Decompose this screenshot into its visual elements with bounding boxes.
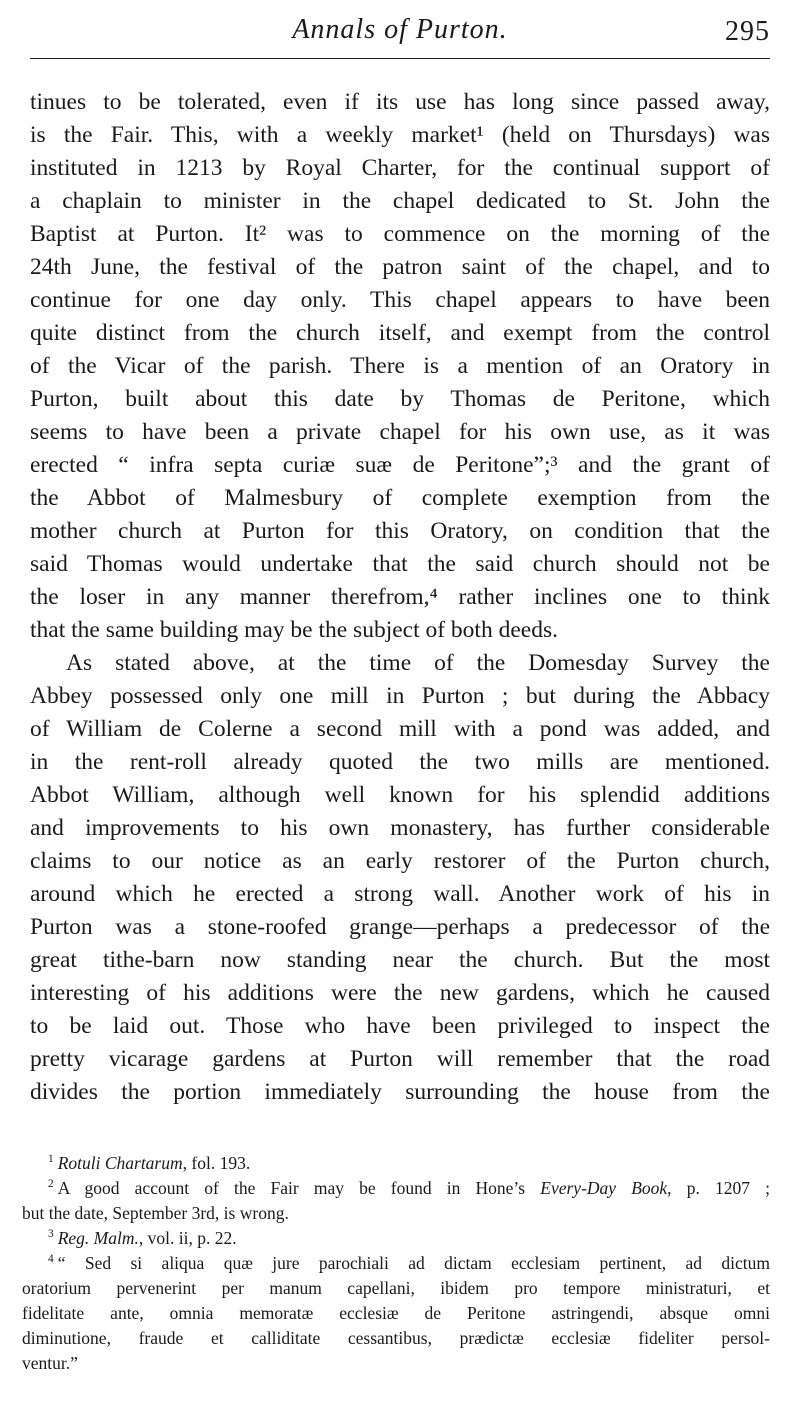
footnote-2-title: Every-Day Book <box>540 1178 668 1198</box>
body-line: quite distinct from the church itself, and exempt from the control <box>30 320 770 346</box>
body-line: great tithe-barn now standing near the church. But the most <box>30 947 770 973</box>
body-line: pretty vicarage gardens at Purton will remember that the road <box>30 1046 770 1072</box>
footnote-2-mark: 2 <box>48 1178 54 1191</box>
running-title: Annals of Purton. <box>292 14 508 45</box>
footnote-4-continuation: fidelitate ante, omnia memoratæ ecclesiæ de Peritone astringendi, absque omni <box>22 1303 770 1323</box>
page-header <box>0 14 800 54</box>
page-number: 295 <box>725 16 770 47</box>
footnote-2 <box>22 1176 770 1201</box>
footnotes <box>22 1151 770 1376</box>
body-line: claims to our notice as an early restorer of the Purton church, <box>30 848 770 874</box>
header-rule <box>30 58 770 59</box>
body-line: instituted in 1213 by Royal Charter, for the continual support of <box>30 155 770 181</box>
body-line: the Abbot of Malmesbury of complete exemption from the <box>30 485 770 511</box>
body-line: divides the portion immediately surrounding the house from the <box>30 1079 770 1105</box>
footnote-4-continuation: oratorium pervenerint per manum capellani, ibidem pro tempore ministraturi, et <box>22 1278 770 1298</box>
footnote-1-text: , fol. 193. <box>182 1153 251 1173</box>
body-line: of the Vicar of the parish. There is a mention of an Oratory in <box>30 353 770 379</box>
body-line: is the Fair. This, with a weekly market¹ (held on Thursdays) was <box>30 122 770 148</box>
body-line: mother church at Purton for this Oratory, on condition that the <box>30 518 770 544</box>
footnote-4-continuation: diminutione, fraude et calliditate cessantibus, prædictæ ecclesiæ fideliter persol- <box>22 1328 770 1348</box>
footnote-2-continuation: but the date, September 3rd, is wrong. <box>22 1203 289 1223</box>
footnote-1-mark: 1 <box>48 1153 54 1166</box>
footnote-4 <box>22 1251 770 1276</box>
body-text <box>30 86 770 1109</box>
body-line: and improvements to his own monastery, has further considerable <box>30 815 770 841</box>
body-line: in the rent-roll already quoted the two mills are mentioned. <box>30 749 770 775</box>
body-line: seems to have been a private chapel for his own use, as it was <box>30 419 770 445</box>
footnote-1-title: Rotuli Chartarum <box>57 1153 183 1173</box>
body-line: Purton, built about this date by Thomas de Peritone, which <box>30 386 770 412</box>
body-line: interesting of his additions were the new gardens, which he caused <box>30 980 770 1006</box>
footnote-4-mark: 4 <box>48 1253 54 1266</box>
body-line: tinues to be tolerated, even if its use has long since passed away, <box>30 89 770 115</box>
body-line: a chaplain to minister in the chapel dedicated to St. John the <box>30 188 770 214</box>
footnote-3-title: Reg. Malm. <box>57 1228 139 1248</box>
footnote-3 <box>22 1226 770 1251</box>
body-line: Baptist at Purton. It² was to commence on the morning of the <box>30 221 770 247</box>
body-line: the loser in any manner therefrom,⁴ rather inclines one to think <box>30 584 770 610</box>
footnote-2-text-end: , p. 1207 ; <box>667 1178 770 1198</box>
body-line-paragraph-end: that the same building may be the subject of both deeds. <box>30 617 558 643</box>
footnote-3-mark: 3 <box>48 1228 54 1241</box>
footnote-2-text: A good account of the Fair may be found in Hone’s <box>57 1178 526 1198</box>
body-line: around which he erected a strong wall. Another work of his in <box>30 881 770 907</box>
body-line: 24th June, the festival of the patron saint of the chapel, and to <box>30 254 770 280</box>
body-line: Abbey possessed only one mill in Purton ; but during the Abbacy <box>30 683 770 709</box>
footnote-4-continuation: ventur.” <box>22 1353 78 1373</box>
body-line: Purton was a stone-roofed grange—perhaps a predecessor of the <box>30 914 770 940</box>
footnote-1 <box>22 1151 770 1176</box>
body-line: continue for one day only. This chapel appears to have been <box>30 287 770 313</box>
body-line: Abbot William, although well known for his splendid additions <box>30 782 770 808</box>
footnote-3-text: , vol. ii, p. 22. <box>138 1228 237 1248</box>
body-line: to be laid out. Those who have been privileged to inspect the <box>30 1013 770 1039</box>
body-line: said Thomas would undertake that the said church should not be <box>30 551 770 577</box>
body-line-paragraph-start: As stated above, at the time of the Domesday Survey the <box>66 650 770 676</box>
body-line: erected “ infra septa curiæ suæ de Peritone”;³ and the grant of <box>30 452 770 478</box>
body-line: of William de Colerne a second mill with a pond was added, and <box>30 716 770 742</box>
footnote-4-text: “ Sed si aliqua quæ jure parochiali ad dictam ecclesiam pertinent, ad dictum <box>57 1253 770 1273</box>
